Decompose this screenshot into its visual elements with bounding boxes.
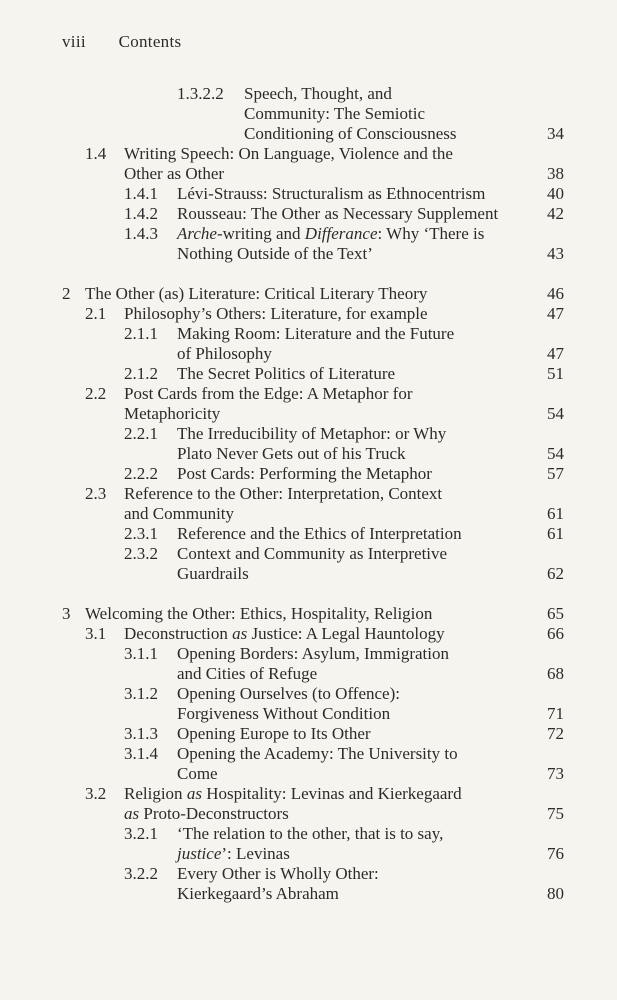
toc-entry[interactable]	[0, 324, 617, 364]
toc-entry[interactable]	[0, 824, 617, 864]
toc-entry[interactable]	[0, 724, 617, 744]
toc-entry[interactable]	[0, 144, 617, 184]
toc-entry[interactable]	[0, 364, 617, 384]
toc-entry-title: Context and Community as Interpretive Guardrails	[177, 544, 448, 583]
section-gap	[0, 264, 617, 284]
toc-entry-title: Rousseau: The Other as Necessary Supplement	[177, 204, 499, 223]
toc-entry-number: 1.4.1	[124, 184, 158, 203]
toc-entry-title: Welcoming the Other: Ethics, Hospitality, Religion	[85, 604, 433, 623]
toc-entry-number: 1.3.2.2	[177, 84, 224, 103]
toc-entry[interactable]	[0, 524, 617, 544]
toc-entry-page: 68	[547, 664, 564, 683]
toc-entry[interactable]	[0, 464, 617, 484]
toc-entry-number: 3.1.2	[124, 684, 158, 703]
toc-entry[interactable]	[0, 604, 617, 624]
toc-entry-title: ‘The relation to the other, that is to say, justice’: Levinas	[177, 824, 444, 863]
toc-entry-title: Reference and the Ethics of Interpretation	[177, 524, 462, 543]
toc-entry-page: 75	[547, 804, 564, 823]
running-head: Contents	[118, 32, 182, 51]
toc-entry-page: 65	[547, 604, 564, 623]
page-folio: viii	[62, 32, 86, 51]
toc-entry[interactable]	[0, 204, 617, 224]
toc-entry-page: 62	[547, 564, 564, 583]
toc-entry-page: 51	[547, 364, 564, 383]
toc-entry-title: Opening Ourselves (to Offence): Forgiveness Without Condition	[177, 684, 400, 723]
toc-entry-title: Making Room: Literature and the Future of Philosophy	[177, 324, 455, 363]
toc-entry[interactable]	[0, 304, 617, 324]
toc-entry-number: 2.2	[85, 384, 107, 403]
toc-entry[interactable]	[0, 84, 617, 144]
toc-entry-page: 54	[547, 404, 564, 423]
toc-entry-number: 2.1.2	[124, 364, 158, 383]
toc-entry-page: 71	[547, 704, 564, 723]
toc-entry-number: 2.1	[85, 304, 107, 323]
toc-entry-title: Arche-writing and Differance: Why ‘There is Nothing Outside of the Text’	[177, 224, 485, 263]
page-header	[62, 32, 181, 52]
toc-entry-number: 2.1.1	[124, 324, 158, 343]
toc-entry-title: The Irreducibility of Metaphor: or Why Plato Never Gets out of his Truck	[177, 424, 447, 463]
toc-entry-title: Every Other is Wholly Other: Kierkegaard’s Abraham	[177, 864, 379, 903]
toc-entry[interactable]	[0, 544, 617, 584]
toc-entry-page: 46	[547, 284, 564, 303]
toc-entry-page: 43	[547, 244, 564, 263]
toc-entry[interactable]	[0, 424, 617, 464]
toc-entry[interactable]	[0, 744, 617, 784]
toc-entry-title: The Secret Politics of Literature	[177, 364, 396, 383]
toc-entry-title: Religion as Hospitality: Levinas and Kierkegaard as Proto-Deconstructors	[124, 784, 462, 823]
toc-entry-number: 2.2.1	[124, 424, 158, 443]
toc-entry-title: The Other (as) Literature: Critical Literary Theory	[85, 284, 428, 303]
toc-entry-title: Opening Borders: Asylum, Immigration and Cities of Refuge	[177, 644, 449, 683]
toc-entry-number: 2	[62, 284, 71, 303]
toc-entry-page: 72	[547, 724, 564, 743]
toc-entry-number: 2.3	[85, 484, 107, 503]
toc-entry-page: 66	[547, 624, 564, 643]
toc-entry-number: 2.2.2	[124, 464, 158, 483]
toc-entry-title: Deconstruction as Justice: A Legal Hauntology	[124, 624, 445, 643]
toc-entry-page: 57	[547, 464, 564, 483]
toc-entry-number: 3.1.4	[124, 744, 158, 763]
toc-entry[interactable]	[0, 684, 617, 724]
toc-entry[interactable]	[0, 484, 617, 524]
toc-entry-title: Opening the Academy: The University to Come	[177, 744, 458, 783]
table-of-contents	[0, 84, 617, 904]
toc-entry-number: 3.2.2	[124, 864, 158, 883]
toc-entry-page: 42	[547, 204, 564, 223]
toc-entry-page: 54	[547, 444, 564, 463]
toc-entry-number: 1.4.3	[124, 224, 158, 243]
toc-entry-title: Opening Europe to Its Other	[177, 724, 371, 743]
toc-entry-title: Reference to the Other: Interpretation, Context and Community	[124, 484, 443, 523]
toc-entry[interactable]	[0, 284, 617, 304]
toc-entry-title: Post Cards: Performing the Metaphor	[177, 464, 432, 483]
toc-entry[interactable]	[0, 644, 617, 684]
toc-entry[interactable]	[0, 184, 617, 204]
toc-entry-page: 38	[547, 164, 564, 183]
toc-entry-number: 2.3.1	[124, 524, 158, 543]
toc-entry-number: 3.1.1	[124, 644, 158, 663]
section-gap	[0, 584, 617, 604]
toc-entry-page: 76	[547, 844, 564, 863]
toc-entry-number: 1.4	[85, 144, 107, 163]
toc-entry-title: Post Cards from the Edge: A Metaphor for Metaphoricity	[124, 384, 413, 423]
toc-entry-page: 61	[547, 504, 564, 523]
toc-entry[interactable]	[0, 384, 617, 424]
toc-entry-title: Lévi-Strauss: Structuralism as Ethnocentrism	[177, 184, 486, 203]
toc-entry[interactable]	[0, 864, 617, 904]
toc-entry[interactable]	[0, 784, 617, 824]
toc-entry-page: 40	[547, 184, 564, 203]
toc-entry-page: 47	[547, 304, 564, 323]
toc-entry-number: 3.1.3	[124, 724, 158, 743]
toc-entry-title: Writing Speech: On Language, Violence and the Other as Other	[124, 144, 453, 183]
toc-entry-title: Speech, Thought, and Community: The Semiotic Conditioning of Consciousness	[244, 84, 457, 143]
toc-entry-number: 3	[62, 604, 71, 623]
toc-entry-page: 73	[547, 764, 564, 783]
toc-entry-title: Philosophy’s Others: Literature, for example	[124, 304, 428, 323]
toc-entry-number: 3.1	[85, 624, 107, 643]
toc-entry-number: 1.4.2	[124, 204, 158, 223]
toc-entry-number: 2.3.2	[124, 544, 158, 563]
toc-entry-number: 3.2	[85, 784, 107, 803]
toc-entry[interactable]	[0, 624, 617, 644]
toc-entry-page: 47	[547, 344, 564, 363]
toc-entry-number: 3.2.1	[124, 824, 158, 843]
toc-entry-page: 34	[547, 124, 564, 143]
toc-entry-page: 61	[547, 524, 564, 543]
toc-entry-page: 80	[547, 884, 564, 903]
toc-entry[interactable]	[0, 224, 617, 264]
